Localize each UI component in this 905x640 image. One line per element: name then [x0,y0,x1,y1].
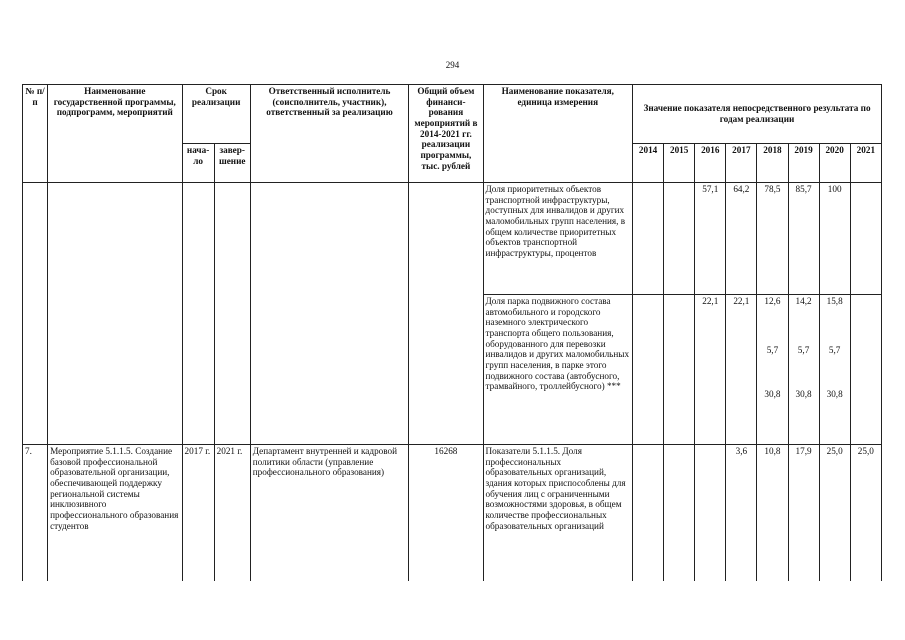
value-cell: 25,0 [819,445,850,581]
header-term: Срок реализации [182,85,250,144]
value-cell: 100 [819,183,850,295]
stack-value: 5,7 [766,344,779,355]
header-name: Наименование государственной программы, подпрограмм, мероприятий [48,85,182,183]
indicator-cell: Доля приоритетных объектов транспортной инфраструктуры, доступных для инвалидов и других маломобильных групп населения, в общем количестве приоритетных объектов транспортной инфраструктуры, процентов [483,183,633,295]
stack-value: 30,8 [795,389,812,400]
value-cell [664,445,695,581]
header-year: 2014 [633,144,664,183]
stack-value: 14,2 [795,296,812,306]
program-table [22,84,882,581]
cell-no-empty [23,183,48,445]
stack-value: 15,8 [826,296,843,306]
stack-value: 30,8 [826,389,843,400]
value-cell [633,445,664,581]
stack-value: 5,7 [828,344,841,355]
row-number: 7. [23,445,48,581]
value-cell: 85,7 [788,183,819,295]
header-no: № п/п [23,85,48,183]
header-year: 2015 [664,144,695,183]
volume: 16268 [409,445,483,581]
cell-start-empty [182,183,214,445]
header-indicator: Наименование показателя, единица измерения [483,85,633,183]
stack-value: 5,7 [797,344,810,355]
header-year: 2021 [850,144,881,183]
term-start: 2017 г. [182,445,214,581]
cell-volume-empty [409,183,483,445]
value-cell-stack [757,295,788,445]
value-cell-stack [788,295,819,445]
header-year: 2018 [757,144,788,183]
value-cell [664,183,695,295]
page-number: 294 [445,60,460,70]
value-cell-stack [819,295,850,445]
value-cell: 3,6 [726,445,757,581]
value-cell [850,183,881,295]
header-executor: Ответственный исполнитель (соисполнитель, участник), ответственный за реализацию [250,85,409,183]
header-term-end: завер- шение [214,144,250,183]
header-year: 2017 [726,144,757,183]
value-cell: 57,1 [695,183,726,295]
executor: Департамент внутренней и кадровой политики области (управление профессионального образования) [250,445,409,581]
value-cell: 22,1 [695,295,726,445]
term-end: 2021 г. [214,445,250,581]
header-year: 2020 [819,144,850,183]
value-cell: 10,8 [757,445,788,581]
header-volume: Общий объем финанси- рования мероприятий в 2014-2021 гг. реализации программы, тыс. рублей [409,85,483,183]
header-values-title: Значение показателя непосредственного результата по годам реализации [633,85,882,144]
stack-value: 12,6 [764,296,781,306]
value-cell [850,295,881,445]
value-cell: 25,0 [850,445,881,581]
header-term-start: нача- ло [182,144,214,183]
stack-value: 30,8 [764,389,781,400]
value-cell [633,295,664,445]
value-cell [633,183,664,295]
header-year: 2019 [788,144,819,183]
measure-name: Мероприятие 5.1.1.5. Создание базовой профессиональной образовательной организации, обеспечивающей поддержку региональной системы инклюзивного профессионального образования студентов [48,445,182,581]
cell-executor-empty [250,183,409,445]
table-row [23,445,882,581]
indicator-cell: Доля парка подвижного состава автомобильного и городского наземного электрического транспорта общего пользования, оборудованного для перевозки инвалидов и других маломобильных групп населения, в парке этого подвижного состава (автобусного, трамвайного, троллейбусного) *** [483,295,633,445]
value-cell: 78,5 [757,183,788,295]
value-cell [664,295,695,445]
header-year: 2016 [695,144,726,183]
indicator-cell: Показатели 5.1.1.5. Доля профессиональных образовательных организаций, здания которых приспособлены для обучения лиц с ограниченными возможностями здоровья, в общем количестве профессиональных образовательных организаций [483,445,633,581]
value-cell: 64,2 [726,183,757,295]
value-cell: 17,9 [788,445,819,581]
cell-name-empty [48,183,182,445]
cell-end-empty [214,183,250,445]
value-cell [695,445,726,581]
value-cell: 22,1 [726,295,757,445]
table-row [23,183,882,295]
